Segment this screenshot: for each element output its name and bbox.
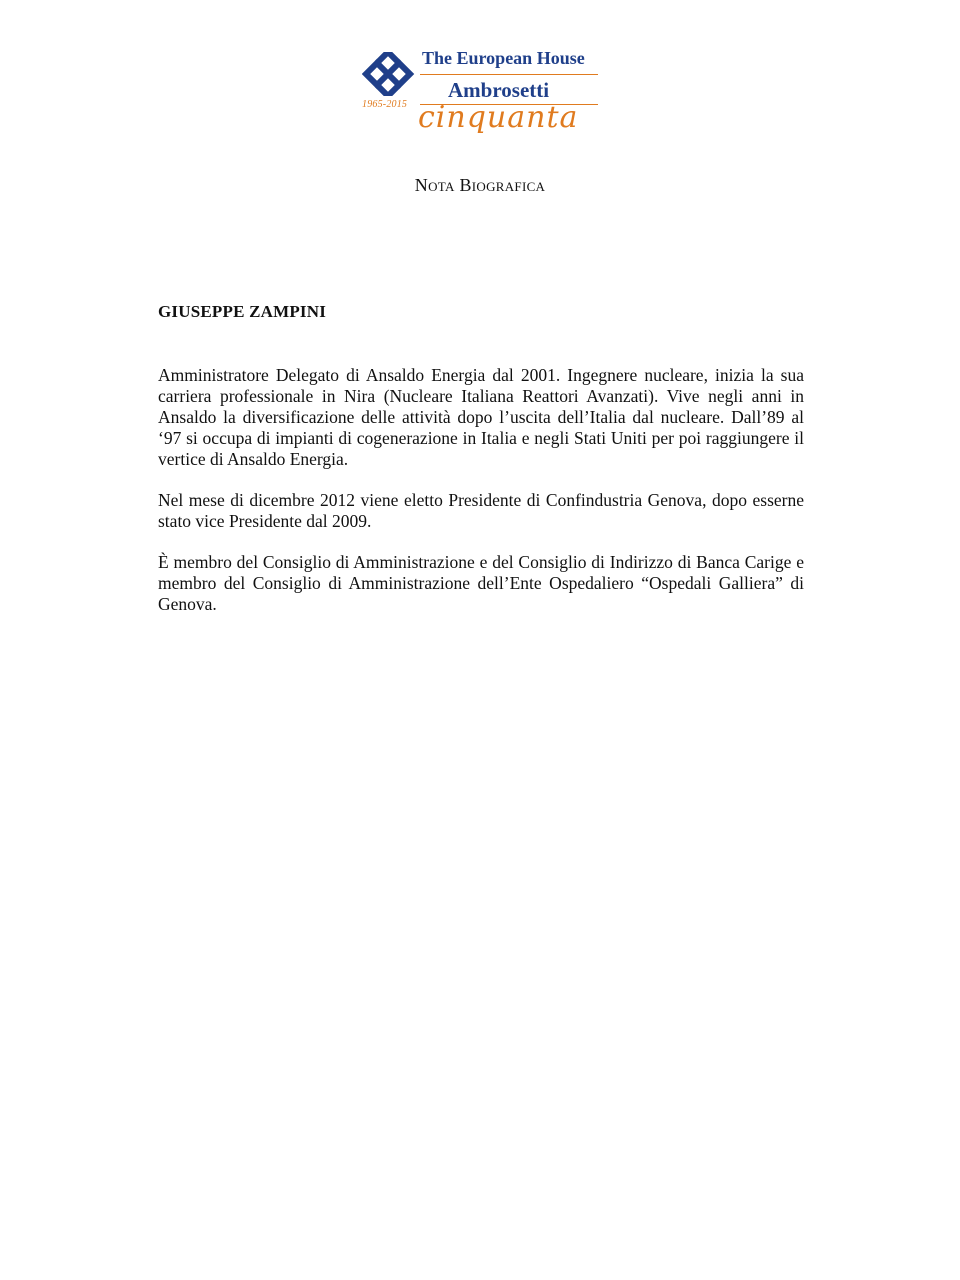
logo-line-ambrosetti: Ambrosetti	[448, 78, 550, 102]
biography-paragraph: Amministratore Delegato di Ansaldo Energia dal 2001. Ingegnere nucleare, inizia la sua carriera professionale in Nira (Nucleare Italiana Reattori Avanzati). Vive negli anni in Ansaldo la diversificazione delle attività dopo l’uscita dell’Italia dal nucleare. Dall’89 al ‘97 si occupa di impianti di cogenerazione in Italia e negli Stati Uniti per poi raggiungere il vertice di Ansaldo Energia.	[158, 365, 804, 469]
biography-paragraph: Nel mese di dicembre 2012 viene eletto Presidente di Confindustria Genova, dopo esserne stato vice Presidente dal 2009.	[158, 490, 804, 531]
person-name: GIUSEPPE ZAMPINI	[158, 302, 327, 321]
logo-line-cinquanta: cinquanta	[418, 100, 579, 135]
logo-line-european-house: The European House	[422, 48, 585, 68]
logo-divider	[420, 74, 598, 75]
biography-body	[158, 365, 804, 635]
page-title: Nota Biografica	[414, 175, 546, 195]
biography-paragraph: È membro del Consiglio di Amministrazione e del Consiglio di Indirizzo di Banca Carige e membro del Consiglio di Amministrazione dell’Ente Ospedaliero “Ospedali Galliera” di Genova.	[158, 552, 804, 614]
ambrosetti-logo-mark-icon	[362, 52, 416, 96]
logo-years: 1965-2015	[362, 99, 408, 110]
company-logo	[362, 48, 602, 144]
